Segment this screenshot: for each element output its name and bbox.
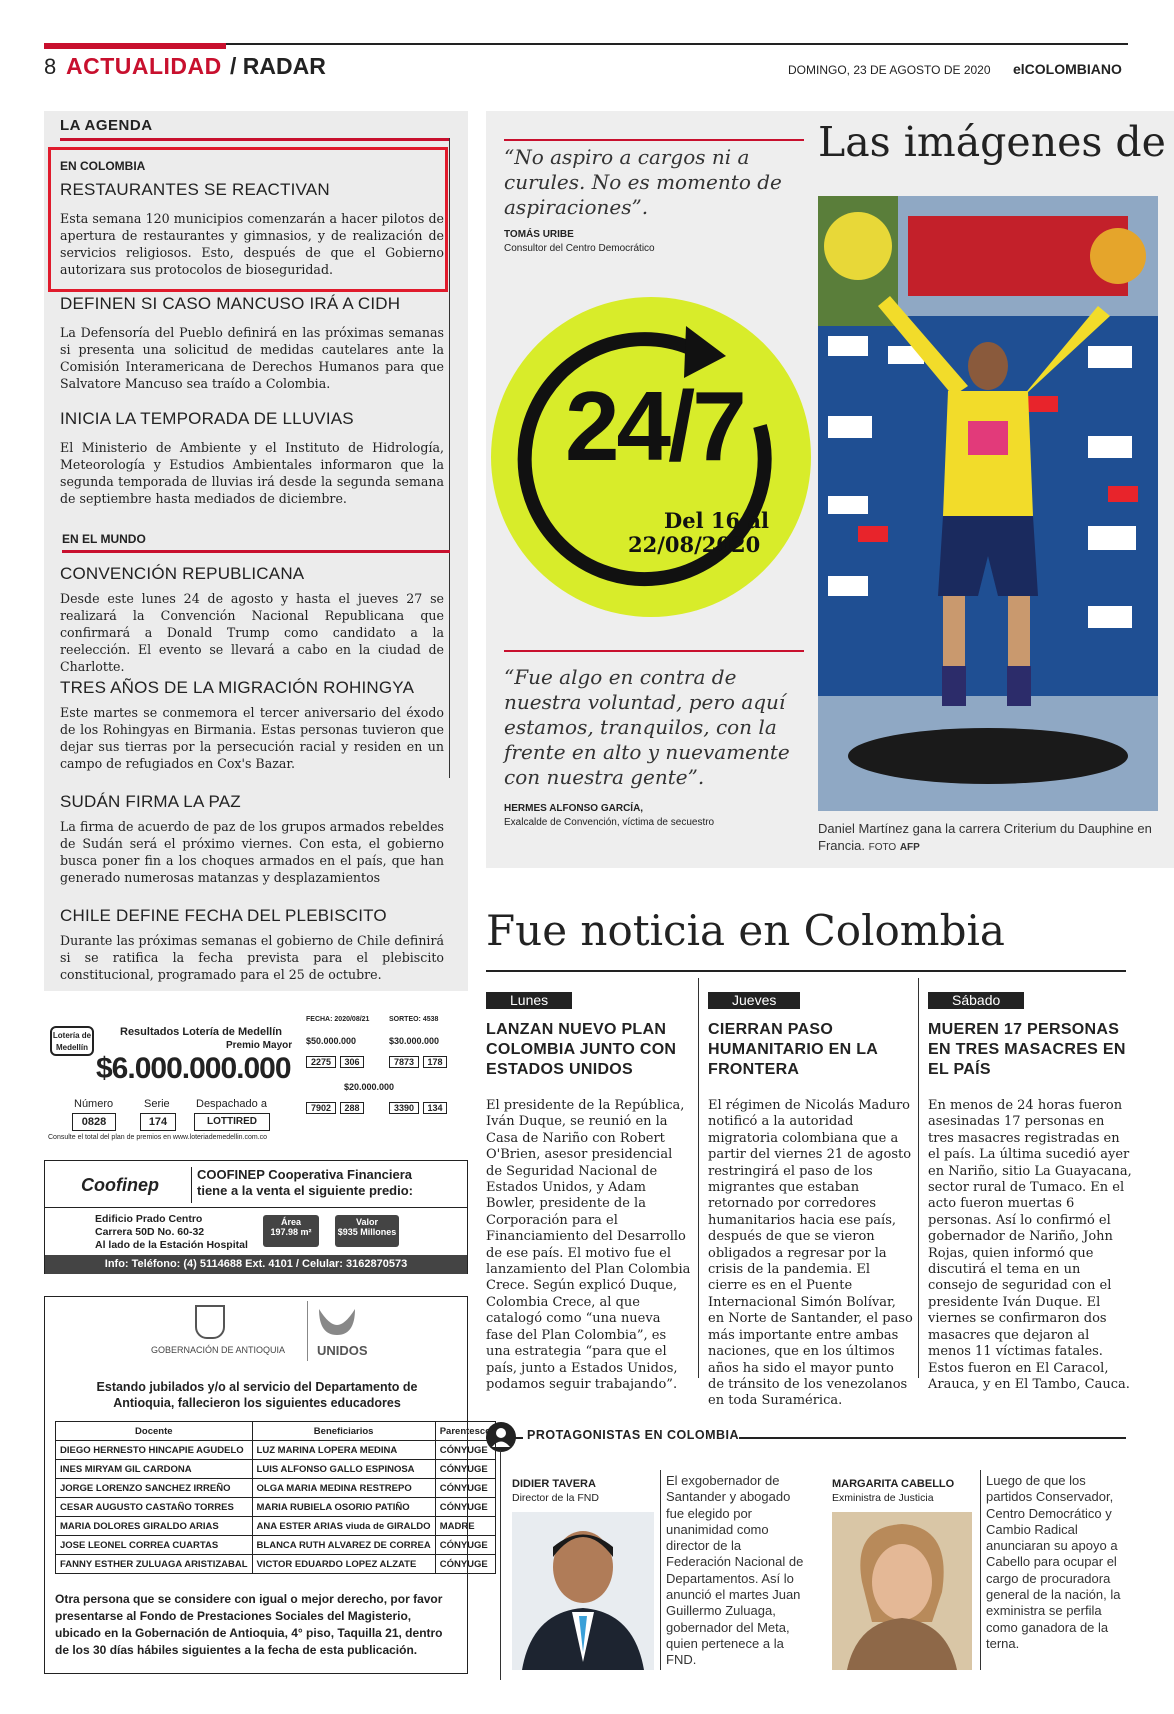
day-tag: Jueves bbox=[708, 992, 800, 1009]
gobernacion-notice: Otra persona que se considere con igual o mejor derecho, por favor presentarse al Fondo de Prestaciones Sociales del Magisterio, ubicado en la Gobernación de Antioquia, 4° piso, Taquilla 21, dentro de los 30 días hábiles siguientes a la fecha de esta publicación. bbox=[55, 1592, 443, 1657]
quote-author: HERMES ALFONSO GARCÍA, bbox=[504, 803, 644, 814]
coofinep-address2: Carrera 50D No. 60-32 bbox=[95, 1226, 205, 1238]
badge-date-line1: Del 16 al bbox=[664, 508, 769, 533]
column-header: Beneficiarios bbox=[252, 1422, 435, 1441]
lottery-ad bbox=[44, 1012, 468, 1140]
news-body: El presidente de la República, Iván Duque, se reunió en la Casa de Nariño con Robert O'Brien, asesor presidencial de Seguridad Nacional de Estados Unidos, y Adam Bowler, presidente de la Corporación para el Financiamiento del Desarrollo de ese país. El motivo fue el lanzamiento del Plan Colombia Crece. Según explicó Duque, Colombia Crece, al que catalogó como “una nueva fase del Plan Colombia”, es una estrategia “para que el país, junto a Estados Unidos, podamos seguir trabajando”. bbox=[486, 1098, 691, 1392]
parentesco-cell: MADRE bbox=[435, 1517, 495, 1536]
protagonist-text: El exgobernador de Santander y abogado fue elegido por unanimidad como director de la Federación Nacional de Departamentos. Así lo anunció el martes Juan Guillermo Zuluaga, gobernador del Meta, quien pertenece a la FND. bbox=[666, 1473, 804, 1668]
coofinep-divider bbox=[191, 1167, 192, 1203]
protagonists-title: PROTAGONISTAS EN COLOMBIA bbox=[523, 1428, 739, 1442]
secondary-prize-1: $50.000.000 bbox=[306, 1036, 357, 1046]
unidos-logo-icon bbox=[315, 1305, 359, 1339]
secondary-number-4: 3390 bbox=[389, 1102, 419, 1114]
coofinep-head1: COOFINEP Cooperativa Financiera bbox=[197, 1167, 413, 1182]
top-accent-rule bbox=[44, 43, 226, 49]
agenda-item-body: Esta semana 120 municipios comenzarán a hacer pilotos de apertura de restaurantes y gimnasios, y de realización de servicios religiosos. Esto, después de que el Gobierno autorizara sus protocolos de bioseguridad. bbox=[60, 211, 444, 277]
table-row bbox=[56, 1555, 496, 1574]
quote-rule bbox=[504, 139, 804, 141]
highlight-box bbox=[48, 147, 448, 292]
agenda-item-head: TRES AÑOS DE LA MIGRACIÓN ROHINGYA bbox=[60, 678, 415, 697]
coofinep-ad bbox=[44, 1160, 468, 1274]
secondary-serie-1: 306 bbox=[340, 1056, 364, 1068]
gobernacion-divider bbox=[307, 1301, 308, 1361]
gobernacion-motto: UNIDOS bbox=[317, 1343, 368, 1358]
lottery-title: Resultados Lotería de Medellín bbox=[120, 1026, 282, 1038]
parentesco-cell: CÓNYUGE bbox=[435, 1479, 495, 1498]
sorteo: 4538 bbox=[422, 1016, 439, 1023]
table-row bbox=[56, 1479, 496, 1498]
protagonist-name: MARGARITA CABELLO bbox=[832, 1478, 955, 1490]
secondary-prize-3: $20.000.000 bbox=[344, 1082, 395, 1092]
day-tag: Lunes bbox=[486, 992, 572, 1009]
lottery-footer: Consulte el total del plan de premios en www.loteriademedellin.com.co bbox=[48, 1134, 268, 1141]
parentesco-cell: CÓNYUGE bbox=[435, 1498, 495, 1517]
table-row bbox=[56, 1536, 496, 1555]
secondary-prize-2: $30.000.000 bbox=[389, 1036, 440, 1046]
agenda-item-body: Este martes se conmemora el tercer aniversario del éxodo de los Rohingyas en Birmania. Estas personas tuvieron que dejar sus tierras por la persecución racial y residen en un campo de refugiados en Cox's Bazar. bbox=[60, 705, 444, 771]
protagonists-side-rule bbox=[500, 1450, 501, 1680]
quote-author-role: Consultor del Centro Democrático bbox=[504, 243, 655, 254]
lottery-logo: Lotería de Medellín bbox=[50, 1026, 94, 1056]
table-row bbox=[56, 1441, 496, 1460]
quote-author-role: Exalcalde de Convención, víctima de secuestro bbox=[504, 817, 715, 828]
news-section-title: Fue noticia en Colombia bbox=[486, 906, 1005, 955]
photo-caption bbox=[818, 820, 1158, 856]
secondary-serie-2: 178 bbox=[423, 1056, 447, 1068]
agenda-item-body: Desde este lunes 24 de agosto y hasta el jueves 27 se realizará la Convención Nacional Republicana que confirmará a Donald Trump como candidato a la reelección. El evento se llevará a cabo en la ciudad de Charlotte. bbox=[60, 591, 444, 674]
caption-text: Daniel Martínez gana la carrera Criterium du Dauphine en Francia. bbox=[818, 821, 1152, 853]
coofinep-head2: tiene a la venta el siguiente predio: bbox=[197, 1183, 414, 1198]
agenda-side-rule bbox=[449, 138, 450, 778]
news-headline: CIERRAN PASO HUMANITARIO EN LA FRONTERA bbox=[708, 1021, 878, 1078]
protagonist-photo bbox=[512, 1512, 654, 1670]
protagonist-role: Director de la FND bbox=[512, 1492, 599, 1504]
beneficiario-cell: ANA ESTER ARIAS viuda de GIRALDO bbox=[252, 1517, 435, 1536]
agenda-item-head: SUDÁN FIRMA LA PAZ bbox=[60, 792, 241, 811]
beneficiario-cell: MARIA RUBIELA OSORIO PATIÑO bbox=[252, 1498, 435, 1517]
newspaper-brand: elCOLOMBIANO bbox=[1013, 61, 1122, 77]
table-row bbox=[56, 1460, 496, 1479]
news-body: En menos de 24 horas fueron asesinadas 17 personas en tres masacres registradas en el país. La última sucedió ayer en Nariño, sitio La Guayacana, sector rural de Tumaco. En el acto fueron muertas 6 personas. Así lo confirmó el gobernador de Nariño, John Rojas, quien informó que discutirá el tema en un consejo de seguridad con el presidente Iván Duque. El viernes se confirmaron dos masacres que dejaron al menos 11 víctimas fatales. Estos fueron en El Caracol, Arauca, y en El Tambo, Cauca. bbox=[928, 1098, 1132, 1392]
photo-credit-label: FOTO bbox=[868, 842, 897, 853]
area-value: 197.98 m² bbox=[270, 1227, 312, 1237]
gobernacion-intro: Estando jubilados y/o al servicio del Departamento de Antioquia, fallecieron los siguientes educadores bbox=[96, 1380, 418, 1410]
lottery-prize: $6.000.000.000 bbox=[96, 1052, 291, 1085]
table-header-row bbox=[56, 1422, 496, 1441]
gobernacion-name: GOBERNACIÓN DE ANTIOQUIA bbox=[151, 1345, 286, 1355]
docente-cell: INES MIRYAM GIL CARDONA bbox=[56, 1460, 253, 1479]
protagonist-divider bbox=[660, 1470, 661, 1670]
cyclist-photo bbox=[818, 196, 1158, 811]
day-tag: Sábado bbox=[928, 992, 1024, 1009]
beneficiario-cell: OLGA MARIA MEDINA RESTREPO bbox=[252, 1479, 435, 1498]
news-headline: MUEREN 17 PERSONAS EN TRES MASACRES EN EL PAÍS bbox=[928, 1021, 1126, 1078]
docente-cell: FANNY ESTHER ZULUAGA ARISTIZABAL bbox=[56, 1555, 253, 1574]
subsection-title: / RADAR bbox=[230, 53, 326, 79]
agenda-item-head: INICIA LA TEMPORADA DE LLUVIAS bbox=[60, 409, 354, 428]
lottery-dispatch: LOTTIRED bbox=[194, 1113, 270, 1131]
parentesco-cell: CÓNYUGE bbox=[435, 1536, 495, 1555]
docente-cell: DIEGO HERNESTO HINCAPIE AGUDELO bbox=[56, 1441, 253, 1460]
beneficiario-cell: BLANCA RUTH ALVAREZ DE CORREA bbox=[252, 1536, 435, 1555]
badge-date-line2: 22/08/2020 bbox=[628, 532, 761, 557]
news-body: El régimen de Nicolás Maduro notificó a la autoridad migratoria colombiana que a partir del viernes 21 de agosto restringirá el paso de los migrantes que estaban retornado por corredores humanitarios hacia ese país, después de que se vieron obligados a regresar por la crisis de la pandemia. El cierre es en el Puente Internacional Simón Bolívar, en Norte de Santander, el paso más importante entre ambas naciones, que en los últimos años ha sido el mayor punto de tránsito de los venezolanos en toda Suramérica. bbox=[708, 1098, 913, 1409]
world-rule bbox=[62, 550, 450, 553]
lottery-serie: 174 bbox=[140, 1113, 176, 1131]
coofinep-address1: Edificio Prado Centro bbox=[95, 1213, 203, 1225]
news-title-rule bbox=[486, 970, 1126, 972]
agenda-title: LA AGENDA bbox=[60, 117, 153, 134]
beneficiario-cell: LUZ MARINA LOPERA MEDINA bbox=[252, 1441, 435, 1460]
coofinep-info: Info: Teléfono: (4) 5114688 Ext. 4101 / Celular: 3162870573 bbox=[45, 1255, 467, 1274]
page-number: 8 bbox=[44, 54, 57, 79]
badge-number: 24/7 bbox=[565, 371, 744, 481]
coofinep-rule bbox=[45, 1207, 467, 1208]
docente-cell: JOSE LEONEL CORREA CUARTAS bbox=[56, 1536, 253, 1555]
sorteo-label: SORTEO: 4538 bbox=[389, 1016, 439, 1023]
column-header: Docente bbox=[56, 1422, 253, 1441]
secondary-serie-4: 134 bbox=[423, 1102, 447, 1114]
agenda-title-rule bbox=[60, 138, 450, 141]
coat-of-arms-icon bbox=[195, 1305, 225, 1339]
coofinep-logo: Coofinep bbox=[81, 1175, 159, 1195]
docente-cell: JORGE LORENZO SANCHEZ IRREÑO bbox=[56, 1479, 253, 1498]
agenda-item-body: El Ministerio de Ambiente y el Instituto de Hidrología, Meteorología y Estudios Ambientales informaron que la segunda temporada de lluvias irá desde la segunda semana de septiembre hasta mediados de diciembre. bbox=[60, 440, 444, 506]
secondary-serie-3: 288 bbox=[340, 1102, 364, 1114]
agenda-item-head: CHILE DEFINE FECHA DEL PLEBISCITO bbox=[60, 906, 387, 925]
secondary-number-1: 2275 bbox=[306, 1056, 336, 1068]
fecha-label: FECHA: 2020/08/21 bbox=[306, 1016, 370, 1023]
parentesco-cell: CÓNYUGE bbox=[435, 1460, 495, 1479]
coofinep-address3: Al lado de la Estación Hospital bbox=[95, 1239, 248, 1251]
value-amount: $935 Millones bbox=[337, 1227, 397, 1237]
agenda-item-head: CONVENCIÓN REPUBLICANA bbox=[60, 564, 305, 583]
parentesco-cell: CÓNYUGE bbox=[435, 1555, 495, 1574]
gobernacion-ad bbox=[44, 1296, 491, 1674]
quote-rule bbox=[504, 650, 804, 652]
world-label: EN EL MUNDO bbox=[62, 532, 146, 546]
column-separator bbox=[918, 978, 919, 1378]
table-row bbox=[56, 1498, 496, 1517]
secondary-number-3: 7902 bbox=[306, 1102, 336, 1114]
beneficiario-cell: VICTOR EDUARDO LOPEZ ALZATE bbox=[252, 1555, 435, 1574]
quote-author: TOMÁS URIBE bbox=[504, 229, 574, 240]
news-headline: LANZAN NUEVO PLAN COLOMBIA JUNTO CON ESTADOS UNIDOS bbox=[486, 1021, 677, 1078]
serie-label: Serie bbox=[144, 1098, 170, 1110]
photo-section-title: Las imágenes de bbox=[818, 118, 1166, 166]
lottery-subtitle: Premio Mayor bbox=[226, 1040, 293, 1051]
agenda-item-head: RESTAURANTES SE REACTIVAN bbox=[60, 180, 330, 199]
parentesco-cell: CÓNYUGE bbox=[435, 1441, 495, 1460]
table-row bbox=[56, 1517, 496, 1536]
number-label: Número bbox=[74, 1098, 114, 1110]
quote-text: “Fue algo en contra de nuestra voluntad, pero aquí estamos, tranquilos, con la frente en alto y nuevamente con nuestra gente”. bbox=[504, 665, 790, 789]
protagonist-text: Luego de que los partidos Conservador, Centro Democrático y Cambio Radical anunciaran su apoyo a Cabello para ocupar el cargo de procuradora general de la nación, la exministra se perfila como ganadora de la terna. bbox=[986, 1473, 1121, 1651]
secondary-number-2: 7873 bbox=[389, 1056, 419, 1068]
quote-text: “No aspiro a cargos ni a curules. No es momento de aspiraciones”. bbox=[504, 145, 782, 219]
fecha: 2020/08/21 bbox=[334, 1016, 370, 1023]
cyclist-photo-image bbox=[818, 196, 1158, 811]
column-header: Parentesco bbox=[435, 1422, 495, 1441]
column-separator bbox=[698, 978, 699, 1378]
area-box bbox=[263, 1215, 319, 1247]
agenda-item-body: La firma de acuerdo de paz de los grupos armados rebeldes de Sudán será el próximo viernes. Con esta, el gobierno busca poner fin a los choques armados en el país, que han generado numerosas matanzas y desplazamientos bbox=[60, 819, 444, 885]
protagonist-photo bbox=[832, 1512, 972, 1670]
value-label: Valor bbox=[355, 1217, 378, 1227]
agenda-item-body: Durante las próximas semanas el gobierno de Chile definirá si se ratifica la fecha prevista para el plebiscito constitucional, programado para el 25 de octubre. bbox=[60, 933, 444, 982]
area-label: Área bbox=[280, 1217, 301, 1227]
protagonist-divider bbox=[980, 1470, 981, 1670]
beneficiario-cell: LUIS ALFONSO GALLO ESPINOSA bbox=[252, 1460, 435, 1479]
docente-cell: MARIA DOLORES GIRALDO ARIAS bbox=[56, 1517, 253, 1536]
agenda-item-head: DEFINEN SI CASO MANCUSO IRÁ A CIDH bbox=[60, 294, 401, 313]
colombia-label: EN COLOMBIA bbox=[60, 159, 146, 173]
lottery-number: 0828 bbox=[72, 1113, 116, 1131]
photo-credit: AFP bbox=[899, 842, 920, 853]
edition-date: DOMINGO, 23 DE AGOSTO DE 2020 bbox=[788, 63, 991, 77]
section-title: ACTUALIDAD bbox=[66, 53, 222, 79]
agenda-item-body: La Defensoría del Pueblo definirá en las próximas semanas si presenta una solicitud de medidas cautelares ante la Comisión Interamericana de Derechos Humanos para que Salvatore Mancuso sea traído a Colombia. bbox=[60, 325, 444, 391]
dispatch-label: Despachado a bbox=[196, 1098, 267, 1110]
docente-cell: CESAR AUGUSTO CASTAÑO TORRES bbox=[56, 1498, 253, 1517]
value-box bbox=[335, 1215, 399, 1247]
protagonist-role: Exministra de Justicia bbox=[832, 1492, 934, 1504]
protagonist-name: DIDIER TAVERA bbox=[512, 1478, 596, 1490]
educators-table bbox=[55, 1421, 496, 1574]
